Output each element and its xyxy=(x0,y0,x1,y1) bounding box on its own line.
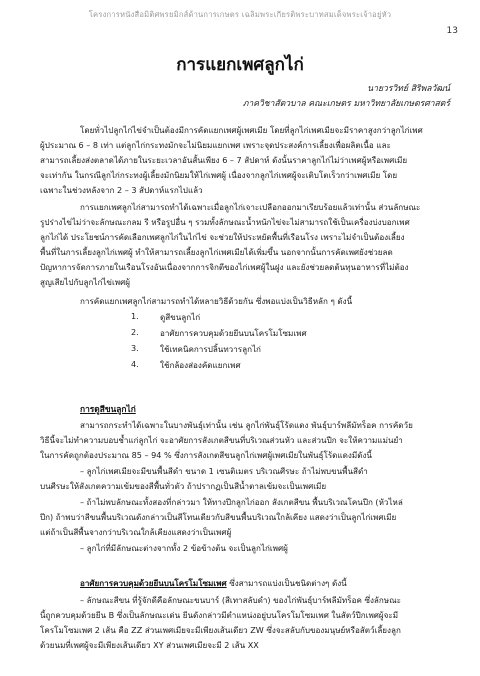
section1-bullet-3 xyxy=(40,541,444,556)
text-line: สูญเสียไปกับลูกไก่ไข่เพศผู้ xyxy=(40,277,130,288)
text-line: นี้ถูกควบคุมด้วยยีน B ซึ่งเป็นลักษณะเด่น ยีนดังกล่าวมีตำแหน่งอยู่บนโครโมโซมเพศ ในสัตว์ปีกเพศผู้จะมี xyxy=(40,610,399,621)
text-line: – ลักษณะสีขน ที่รู้จักดีคือลักษณะขนบาร์ (สีเทาสลับดำ) ของไก่พันธุ์บาร์พลีมัทร็อค ซึ่งลักษณะ xyxy=(80,595,401,605)
methods-list xyxy=(0,311,480,375)
page-number: 13 xyxy=(446,26,458,36)
text-line: ผู้ประมาณ 6 – 8 เท่า แต่ลูกไก่กระทงมักจะไม่นิยมแยกเพศ เพราะจุดประสงค์การเลี้ยงเพื่อผลิตเนื้อ และ xyxy=(40,140,391,151)
intro-paragraph-1 xyxy=(40,123,444,198)
list-label: ดูสีขนลูกไก่ xyxy=(160,312,201,322)
text-line: บนศีรษะให้สังเกตความเข้มของสีพื้นทั่วตัว ถ้าปรากฏเป็นสีน้ำตาลเข้มจะเป็นเพศเมีย xyxy=(40,481,327,492)
section-heading-feather-color: การดูสีขนลูกไก่ xyxy=(80,404,136,414)
list-label: อาศัยการควบคุมด้วยยีนบนโครโมโซมเพศ xyxy=(160,328,307,338)
text-line: ลูกไก่ได้ ประโยชน์การคัดเลือกเพศลูกไก่ในไก่ไข่ จะช่วยให้ประหยัดพื้นที่เรือนโรง เพราะไม่จำเป็นต้องเลี้ยง xyxy=(40,232,405,243)
text-line: วิธีนี้จะไม่ทำความบอบช้ำแก่ลูกไก่ จะอาศัยการสังเกตสีขนที่บริเวณส่วนหัว และส่วนปีก จะให้ความแม่นยำ xyxy=(40,435,403,446)
list-item xyxy=(0,327,480,343)
author-name: นายวรวิทย์ สิริพลวัฒน์ xyxy=(367,84,450,94)
list-number: 4. xyxy=(131,359,139,369)
text-line: การแยกเพศลูกไก่สามารถทำได้เฉพาะเมื่อลูกไก่เจาะเปลือกออกมาเรียบร้อยแล้วเท่านั้น ส่วนลักษณะ xyxy=(80,202,421,212)
text-line: – ลูกไก่เพศเมียจะมีขนพื้นสีดำ ขนาด 1 เซนติเมตร บริเวณศีรษะ ถ้าไม่พบขนพื้นสีดำ xyxy=(80,466,368,476)
text-line: สามารถเลี้ยงส่งตลาดได้ภายในระยะเวลาอันสั้นเพียง 6 – 7 สัปดาห์ ดังนั้นราคาลูกไก่ไม่ว่าเพศผู้หรือเพศเมีย xyxy=(40,155,408,166)
text-line: สามารถกระทำได้เฉพาะในบางพันธุ์เท่านั้น เช่น ลูกไก่พันธุ์โร้ดแดง พันธุ์บาร์พลีมัทร็อค การคัดวัย xyxy=(80,420,413,430)
text-line: การคัดแยกเพศลูกไก่สามารถทำได้หลายวิธีด้วยกัน ซึ่งพอแบ่งเป็นวิธีหลัก ๆ ดังนี้ xyxy=(80,296,353,306)
text-line: รูปร่างไข่ไม่ว่าจะลักษณะกลม รี หรือรูปอื่น ๆ รวมทั้งลักษณะน้ำหนักไข่จะไม่สามารถใช้เป็นเครื่องบ่งบอกเพศ xyxy=(40,217,410,228)
text-line: แต่ถ้าเป็นสีพื้นจางกว่าบริเวณใกล้เคียงแสดงว่าเป็นเพศผู้ xyxy=(40,527,232,538)
intro-paragraph-2 xyxy=(40,200,444,291)
list-number: 2. xyxy=(131,327,139,337)
section-heading-text: อาศัยการควบคุมด้วยยีนบนโครโมโซมเพศ xyxy=(80,578,227,588)
text-line: ด้วยนมที่เพศผู้จะมีเพียงเส้นเดียว XY ส่วนเพศเมียจะมี 2 เส้น XX xyxy=(40,640,259,651)
list-label: ใช้กล้องส่องคัดแยกเพศ xyxy=(160,360,241,370)
text-line: โดยทั่วไปลูกไก่ไข่จำเป็นต้องมีการคัดแยกเพศผู้เพศเมีย โดยที่ลูกไก่เพศเมียจะมีราคาสูงกว่าลูกไก่เพศ xyxy=(80,125,423,135)
intro-paragraph-3 xyxy=(40,294,444,309)
running-header: โครงการหนังสือมิติศพรยมิกส์ด้านการเกษตร เฉลิมพระเกียรติพระบาทสมเด็จพระเจ้าอยู่หัว xyxy=(88,10,392,19)
text-line: ปัญหาการจัดการภายในเรือนโรงอันเนื่องจากการจิกตีของไก่เพศผู้ในฝูง และยังช่วยลดต้นทุนอาหารที่ไม่ต้อง xyxy=(40,262,409,273)
list-item xyxy=(0,359,480,375)
page-title: การแยกเพศลูกไก่ xyxy=(176,55,304,75)
section1-paragraph xyxy=(40,418,444,463)
text-line: ในการคัดถูกต้องประมาณ 85 – 94 % ซึ่งการสังเกตสีขนลูกไก่เพศผู้เพศเมียในพันธุ์โร้ดแดงมีดังนี้ xyxy=(40,450,372,461)
text-line: จะเท่ากัน ในกรณีลูกไก่กระทงผู้เลี้ยงมักนิยมให้ไก่เพศผู้ เนื่องจากลูกไก่เพศผู้จะเติบโตเร็วกว่าเพศเมีย โดย xyxy=(40,170,398,181)
text-line: โครโมโซมเพศ 2 เส้น คือ ZZ ส่วนเพศเมียจะมีเพียงเส้นเดียว ZW ซึ่งจะสลับกับของมนุษย์หรือสัตว์เลี้ยงลูก xyxy=(40,625,401,636)
text-line: ปีก) ถ้าพบว่าสีขนพื้นบริเวณดังกล่าวเป็นสีโทนเดียวกับสีขนพื้นบริเวณใกล้เคียง แสดงว่าเป็นลูกไก่เพศเมีย xyxy=(40,512,397,523)
section1-bullet-1 xyxy=(40,464,444,494)
text-line: – ลูกไก่ที่มีลักษณะต่างจากทั้ง 2 ข้อข้างต้น จะเป็นลูกไก่เพศผู้ xyxy=(80,543,288,553)
list-number: 1. xyxy=(131,311,139,321)
list-label: ใช้เทคนิคการปลิ้นทวารลูกไก่ xyxy=(160,344,261,354)
text-line: – ถ้าไม่พบลักษณะทั้งสองที่กล่าวมา ให้ทางปีกลูกไก่ออก สังเกตสีขน พื้นบริเวณโคนปีก (หัวไหล่ xyxy=(80,497,403,507)
text-line: เฉพาะในช่วงหลังจาก 2 – 3 สัปดาห์แรกไปแล้ว xyxy=(40,185,203,196)
section1-bullet-2 xyxy=(40,495,444,540)
section2-paragraph xyxy=(40,593,444,653)
list-item xyxy=(0,311,480,327)
section-heading-sex-linked-genes xyxy=(80,577,450,590)
author-affiliation: ภาควิชาสัตวบาล คณะเกษตร มหาวิทยาลัยเกษตรศาสตร์ xyxy=(242,99,450,109)
list-number: 3. xyxy=(131,343,139,353)
text-line: พื้นที่ในการเลี้ยงลูกไก่เพศผู้ ทำให้สามารถเลี้ยงลูกไก่เพศเมียได้เพิ่มขึ้น นอกจากนั้นการคัดเพศยังช่วยลด xyxy=(40,247,393,258)
section-heading-tail: ซึ่งสามารถแบ่งเป็นชนิดต่างๆ ดังนี้ xyxy=(226,578,347,588)
list-item xyxy=(0,343,480,359)
